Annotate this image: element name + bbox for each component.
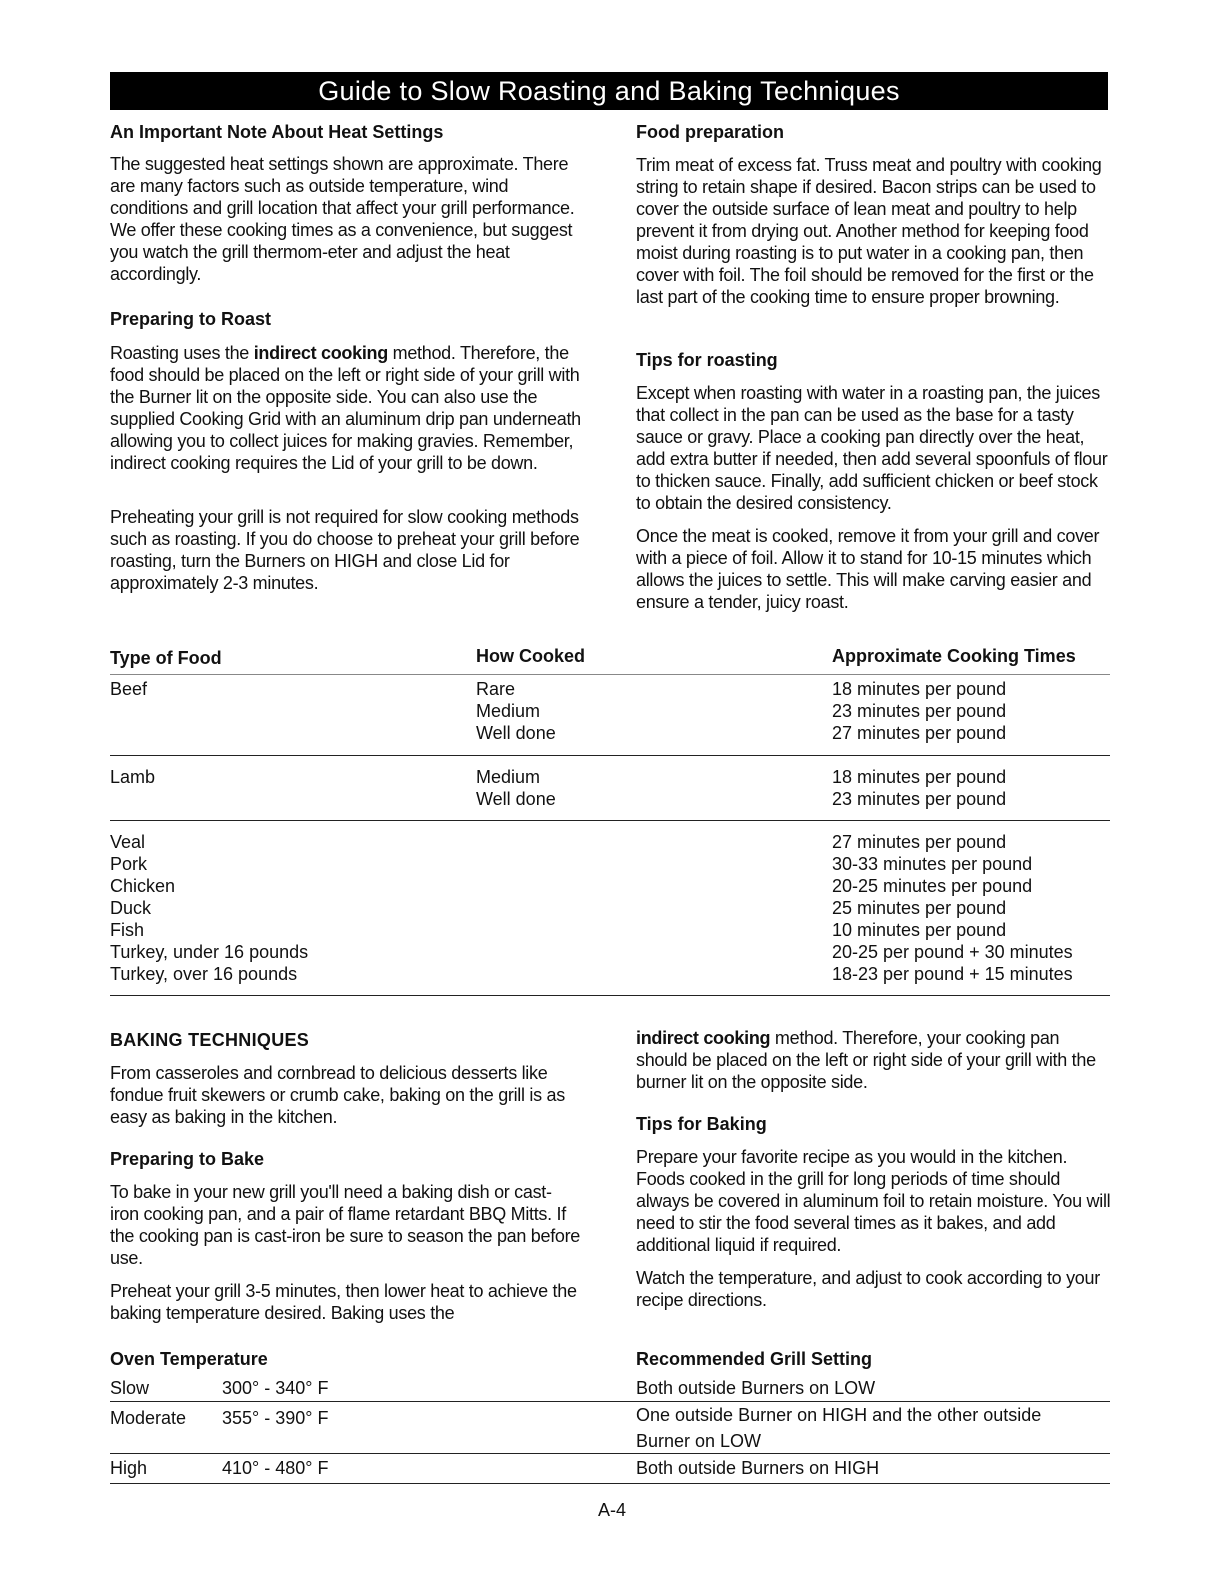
page-title-banner: Guide to Slow Roasting and Baking Techniques bbox=[110, 72, 1108, 110]
baking-heading: BAKING TECHNIQUES bbox=[110, 1030, 310, 1050]
text-span: method. Therefore, the food should be placed on the left or right side of your grill with the Burner lit on the opposite side. You can also use the supplied Cooking Grid with an aluminum drip pan underneath allowing you to collect juices for making gravies. Remember, indirect cooking requires the Lid of your grill to be down. bbox=[110, 343, 581, 473]
times-cell: 27 minutes per pound 30-33 minutes per pound 20-25 minutes per pound 25 minutes per pound 10 minutes per pound 20-25 per pound + 30 minutes 18-23 per pound + 15 minutes bbox=[832, 832, 1073, 984]
grill-setting-cell: Both outside Burners on LOW bbox=[636, 1378, 876, 1398]
bold-term: indirect cooking bbox=[636, 1028, 771, 1048]
preheat-roast-text: Preheating your grill is not required for slow cooking methods such as roasting. If you do choose to preheat your grill before roasting, turn the Burners on HIGH and close Lid for approximately 2-3 minutes. bbox=[110, 507, 580, 593]
preparing-roast-heading: Preparing to Roast bbox=[110, 309, 272, 329]
preparing-bake-heading: Preparing to Bake bbox=[110, 1149, 265, 1169]
oven-name-cell: Slow bbox=[110, 1378, 150, 1398]
preparing-roast-text bbox=[110, 342, 588, 474]
tips-baking-text: Prepare your favorite recipe as you would in the kitchen. Foods cooked in the grill for long periods of time should always be covered in aluminum foil to retain moisture. You will need to stir the food several times as it bakes, and add additional liquid if required. bbox=[636, 1147, 1111, 1255]
indirect-cooking-text bbox=[636, 1027, 1114, 1093]
oven-temp-cell: 410° - 480° F bbox=[222, 1458, 329, 1478]
oven-name-cell: Moderate bbox=[110, 1408, 187, 1428]
table-divider bbox=[110, 1483, 1110, 1484]
tips-baking-heading: Tips for Baking bbox=[636, 1114, 767, 1134]
watch-temp-text: Watch the temperature, and adjust to cook according to your recipe directions. bbox=[636, 1268, 1100, 1310]
table-divider bbox=[110, 755, 1110, 756]
preparing-bake-text: To bake in your new grill you'll need a baking dish or cast-iron cooking pan, and a pair of flame retardant BBQ Mitts. If the cooking pan is cast-iron be sure to season the pan before use. bbox=[110, 1182, 581, 1268]
times-cell: 18 minutes per pound 23 minutes per pound 27 minutes per pound bbox=[832, 679, 1007, 743]
heat-settings-text: The suggested heat settings shown are approximate. There are many factors such as outside temperature, wind conditions and grill location that affect your grill performance. We offer these cooking times as a convenience, but suggest you watch the grill thermom-eter and adjust the heat accordingly. bbox=[110, 154, 575, 284]
oven-name-cell: High bbox=[110, 1458, 148, 1478]
grill-setting-cell: One outside Burner on HIGH and the other outside Burner on LOW bbox=[636, 1405, 1042, 1451]
grill-setting-cell: Both outside Burners on HIGH bbox=[636, 1458, 880, 1478]
how-cell: Rare Medium Well done bbox=[476, 679, 556, 743]
text-span: Roasting uses the bbox=[110, 343, 254, 363]
food-cell: Beef bbox=[110, 679, 148, 699]
oven-temp-cell: 355° - 390° F bbox=[222, 1408, 329, 1428]
baking-intro: From casseroles and cornbread to delicious desserts like fondue fruit skewers or crumb cake, baking on the grill is as easy as baking in the kitchen. bbox=[110, 1063, 565, 1127]
oven-temp-header: Oven Temperature bbox=[110, 1349, 268, 1369]
text-span: method. Therefore, your cooking pan should be placed on the left or right side of your grill with the burner lit on the opposite side. bbox=[636, 1028, 1096, 1092]
tips-roasting-text: Except when roasting with water in a roasting pan, the juices that collect in the pan can be used as the base for a tasty sauce or gravy. Place a cooking pan directly over the heat, add extra butter if needed, then add several spoonfuls of flour to thicken sauce. Finally, add sufficient chicken or beef stock to obtain the desired consistency. bbox=[636, 383, 1108, 513]
heat-settings-heading: An Important Note About Heat Settings bbox=[110, 122, 444, 142]
col-header-how: How Cooked bbox=[476, 646, 586, 666]
grill-setting-header: Recommended Grill Setting bbox=[636, 1349, 873, 1369]
tips-roasting-heading: Tips for roasting bbox=[636, 350, 778, 370]
table-divider bbox=[110, 820, 1110, 821]
col-header-times: Approximate Cooking Times bbox=[832, 646, 1076, 666]
oven-temp-cell: 300° - 340° F bbox=[222, 1378, 329, 1398]
food-cell: Veal Pork Chicken Duck Fish Turkey, under 16 pounds Turkey, over 16 pounds bbox=[110, 832, 309, 984]
page-number: A-4 bbox=[597, 1500, 626, 1520]
food-preparation-heading: Food preparation bbox=[636, 122, 784, 142]
food-cell: Lamb bbox=[110, 767, 156, 787]
table-divider bbox=[110, 995, 1110, 996]
how-cell: Medium Well done bbox=[476, 767, 556, 809]
col-header-food: Type of Food bbox=[110, 648, 222, 668]
preheat-bake-text: Preheat your grill 3-5 minutes, then lower heat to achieve the baking temperature desired. Baking uses the bbox=[110, 1281, 577, 1323]
table-divider bbox=[110, 1453, 1110, 1454]
times-cell: 18 minutes per pound 23 minutes per pound bbox=[832, 767, 1007, 809]
food-preparation-text: Trim meat of excess fat. Truss meat and poultry with cooking string to retain shape if desired. Bacon strips can be used to cover the outside surface of lean meat and poultry to help prevent it from drying out. Another method for keeping food moist during roasting is to put water in a cooking pan, then cover with foil. The foil should be removed for the first or the last part of the cooking time to ensure proper browning. bbox=[636, 155, 1102, 307]
bold-term: indirect cooking bbox=[253, 343, 388, 363]
meat-cooked-text: Once the meat is cooked, remove it from your grill and cover with a piece of foil. Allow it to stand for 10-15 minutes which allows the juices to settle. This will make carving easier and ensure a tender, juicy roast. bbox=[636, 526, 1100, 612]
table-divider bbox=[110, 674, 1110, 675]
